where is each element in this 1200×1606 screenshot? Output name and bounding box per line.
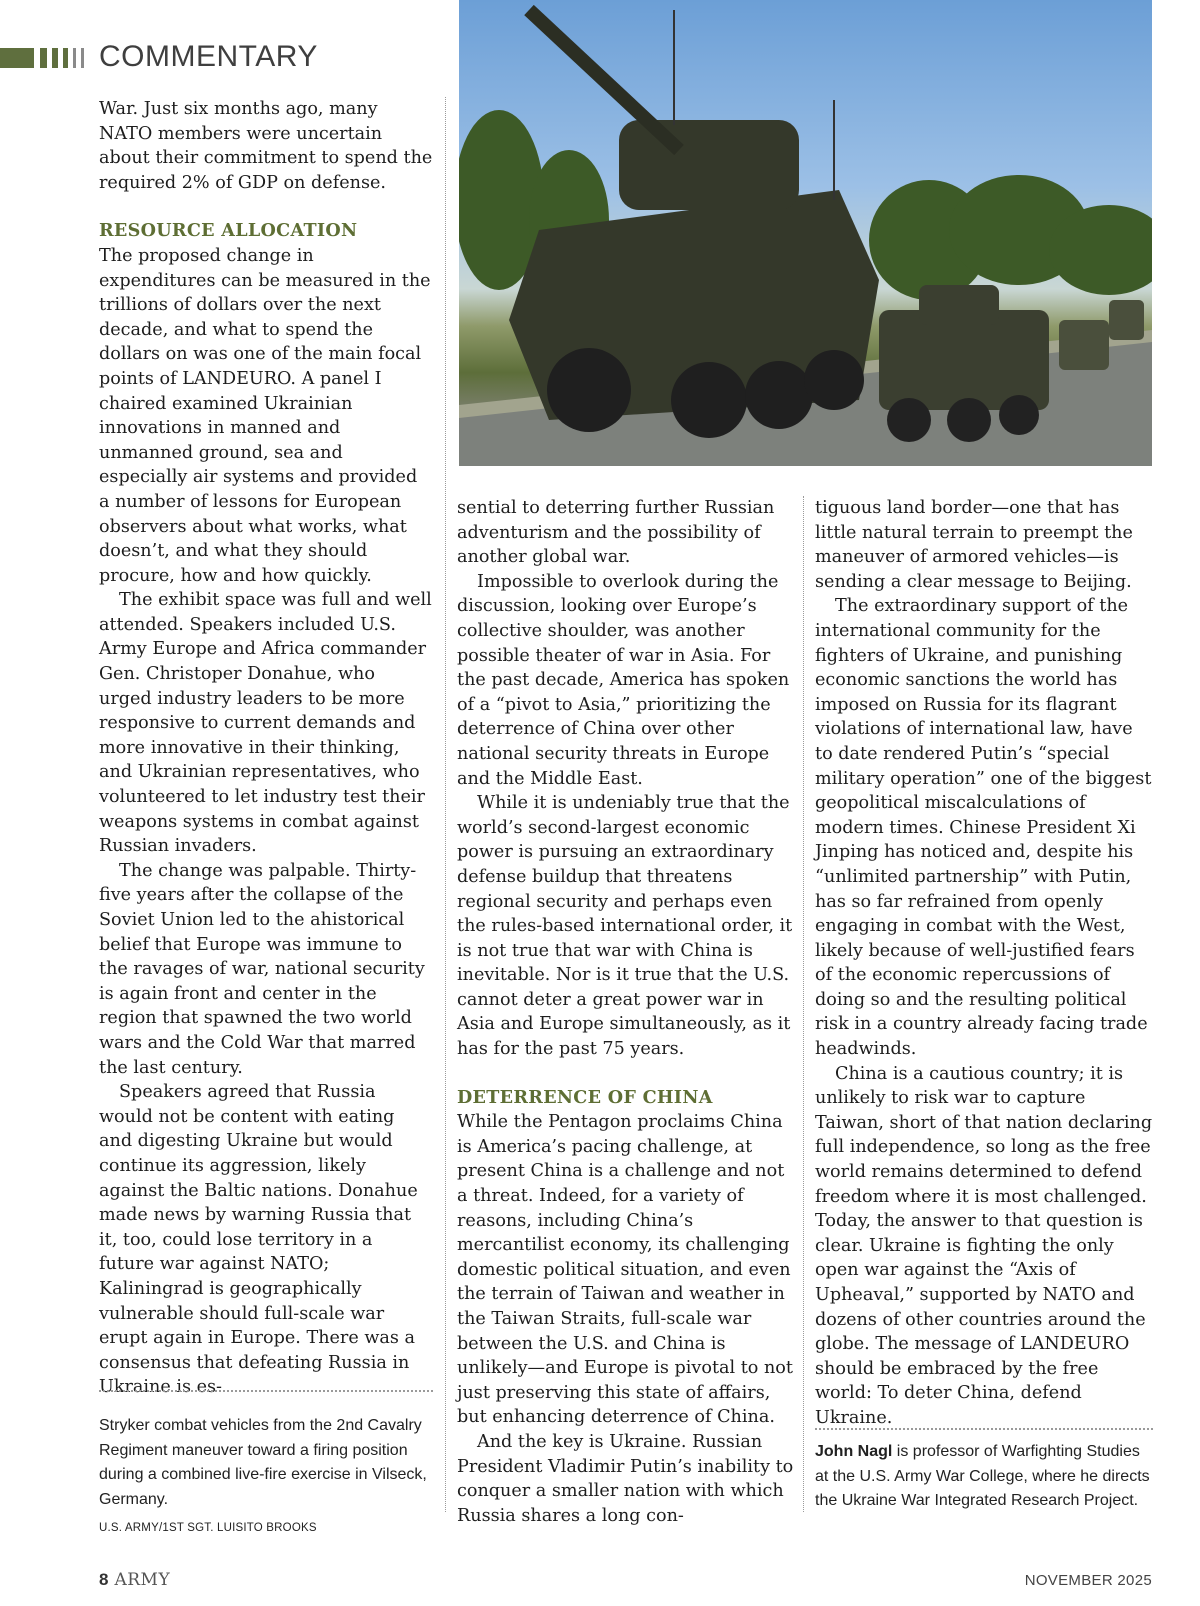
photo-caption: Stryker combat vehicles from the 2nd Cavalry Regiment maneuver toward a firing position during a combined live-fire exercise in Vilseck, Germany. — [99, 1417, 427, 1508]
photo-credit: U.S. ARMY/1ST SGT. LUISITO BROOKS — [99, 1522, 317, 1534]
paragraph: While it is undeniably true that the world’s second-largest economic power is pursuing an extraordinary defense buildup that threatens regional security and perhaps even the rules-based international order, it is not true that war with China is inevitable. Nor is it true that the U.S. cannot deter a great power war in Asia and Europe simultaneously, as it has for the past 75 years. — [457, 793, 793, 1060]
issue-date: NOVEMBER 2025 — [1024, 1572, 1152, 1589]
subhead-deterrence-of-china: DETERRENCE OF CHINA — [457, 1086, 713, 1108]
subhead-resource-allocation: RESOURCE ALLOCATION — [99, 220, 358, 242]
footer-folio — [99, 1570, 170, 1590]
section-bar — [63, 48, 68, 68]
column-divider — [445, 97, 446, 1512]
stryker-vehicles-image — [459, 0, 1152, 466]
section-bar — [40, 48, 47, 68]
section-bar — [73, 48, 76, 68]
paragraph: China is a cautious country; it is unlikely to risk war to capture Taiwan, short of that nation declaring full independence, so long as the free world remains determined to defend freedom where it is most challenged. Today, the answer to that question is clear. Ukraine is fighting the only open war against the “Axis of Upheaval,” supported by NATO and dozens of other countries around the globe. The message of LANDEURO should be embraced by the free world: To deter China, defend Ukraine. — [815, 1063, 1153, 1428]
article-column-3 — [815, 496, 1153, 1431]
paragraph: Speakers agreed that Russia would not be content with eating and digesting Ukraine but would continue its aggression, likely against the Baltic nations. Donahue made news by warning Russia that it, too, could lose territory in a future war against NATO; Kaliningrad is geographically vulnerable should full-scale war erupt again in Europe. There was a consensus that defeating Russia in Ukraine is es- — [99, 1082, 418, 1398]
article-column-2 — [457, 496, 795, 1528]
author-name: John Nagl — [815, 1443, 893, 1460]
column-divider — [803, 496, 804, 1512]
article-column-1 — [99, 97, 433, 1400]
paragraph: The exhibit space was full and well attended. Speakers included U.S. Army Europe and Africa commander Gen. Christoper Donahue, who urged industry leaders to be more responsive to current demands and more innovative in their thinking, and Ukrainian representatives, who volunteered to let industry test their weapons systems in combat against Russian invaders. — [99, 590, 432, 857]
paragraph: While the Pentagon proclaims China is America’s pacing challenge, at present China is a challenge and not a threat. Indeed, for a variety of reasons, including China’s mercantilist economy, its challenging domestic political situation, and even the terrain of Taiwan and weather in the Taiwan Straits, full-scale war between the U.S. and China is unlikely—and Europe is pivotal to not just preserving this state of affairs, but enhancing deterrence of China. — [457, 1112, 793, 1428]
article-photo — [459, 0, 1152, 466]
paragraph: And the key is Ukraine. Russian President Vladimir Putin’s inability to conquer a smaller nation with which Russia shares a long con- — [457, 1431, 794, 1526]
page-number: 8 — [99, 1570, 109, 1589]
caption-divider — [99, 1390, 433, 1392]
paragraph: The change was palpable. Thirty-five years after the collapse of the Soviet Union led to the ahistorical belief that Europe was immune to the ravages of war, national security is again front and center in the region that spawned the two world wars and the Cold War that marred the last century. — [99, 860, 425, 1078]
section-bar — [81, 48, 84, 68]
bio-divider — [815, 1428, 1153, 1430]
paragraph: Impossible to overlook during the discussion, looking over Europe’s collective shoulder, was another possible theater of war in Asia. For the past decade, America has spoken of a “pivot to Asia,” prioritizing the deterrence of China over other national security threats in Europe and the Middle East. — [457, 571, 790, 789]
paragraph: The extraordinary support of the international community for the fighters of Ukraine, and punishing economic sanctions the world has imposed on Russia for its flagrant violations of international law, have to date rendered Putin’s “special military operation” one of the biggest geopolitical miscalculations of modern times. Chinese President Xi Jinping has noticed and, despite his “unlimited partnership” with Putin, has so far refrained from openly engaging in combat with the West, likely because of well-justified fears of the economic repercussions of doing so and the resulting political risk in a country already facing trade headwinds. — [815, 596, 1152, 1060]
section-title: COMMENTARY — [99, 40, 318, 73]
section-bar — [52, 48, 58, 68]
paragraph: War. Just six months ago, many NATO members were uncertain about their commitment to spend the required 2% of GDP on defense. — [99, 99, 433, 193]
paragraph: tiguous land border—one that has little natural terrain to preempt the maneuver of armored vehicles—is sending a clear message to Beijing. — [815, 498, 1133, 592]
paragraph: sential to deterring further Russian adventurism and the possibility of another global war. — [457, 498, 775, 568]
paragraph: The proposed change in expenditures can be measured in the trillions of dollars over the next decade, and what to spend the dollars on was one of the main focal points of LANDEURO. A panel I chaired examined Ukrainian innovations in manned and unmanned ground, sea and especially air systems and provided a number of lessons for European observers about what works, what doesn’t, and what they should procure, how and how quickly. — [99, 245, 431, 586]
author-description: is professor of Warfighting Studies at the U.S. Army War College, where he directs the Ukraine War Integrated Research Project. — [815, 1443, 1150, 1510]
magazine-name: ARMY — [114, 1570, 171, 1590]
section-bar — [0, 48, 34, 68]
author-bio — [815, 1440, 1155, 1514]
